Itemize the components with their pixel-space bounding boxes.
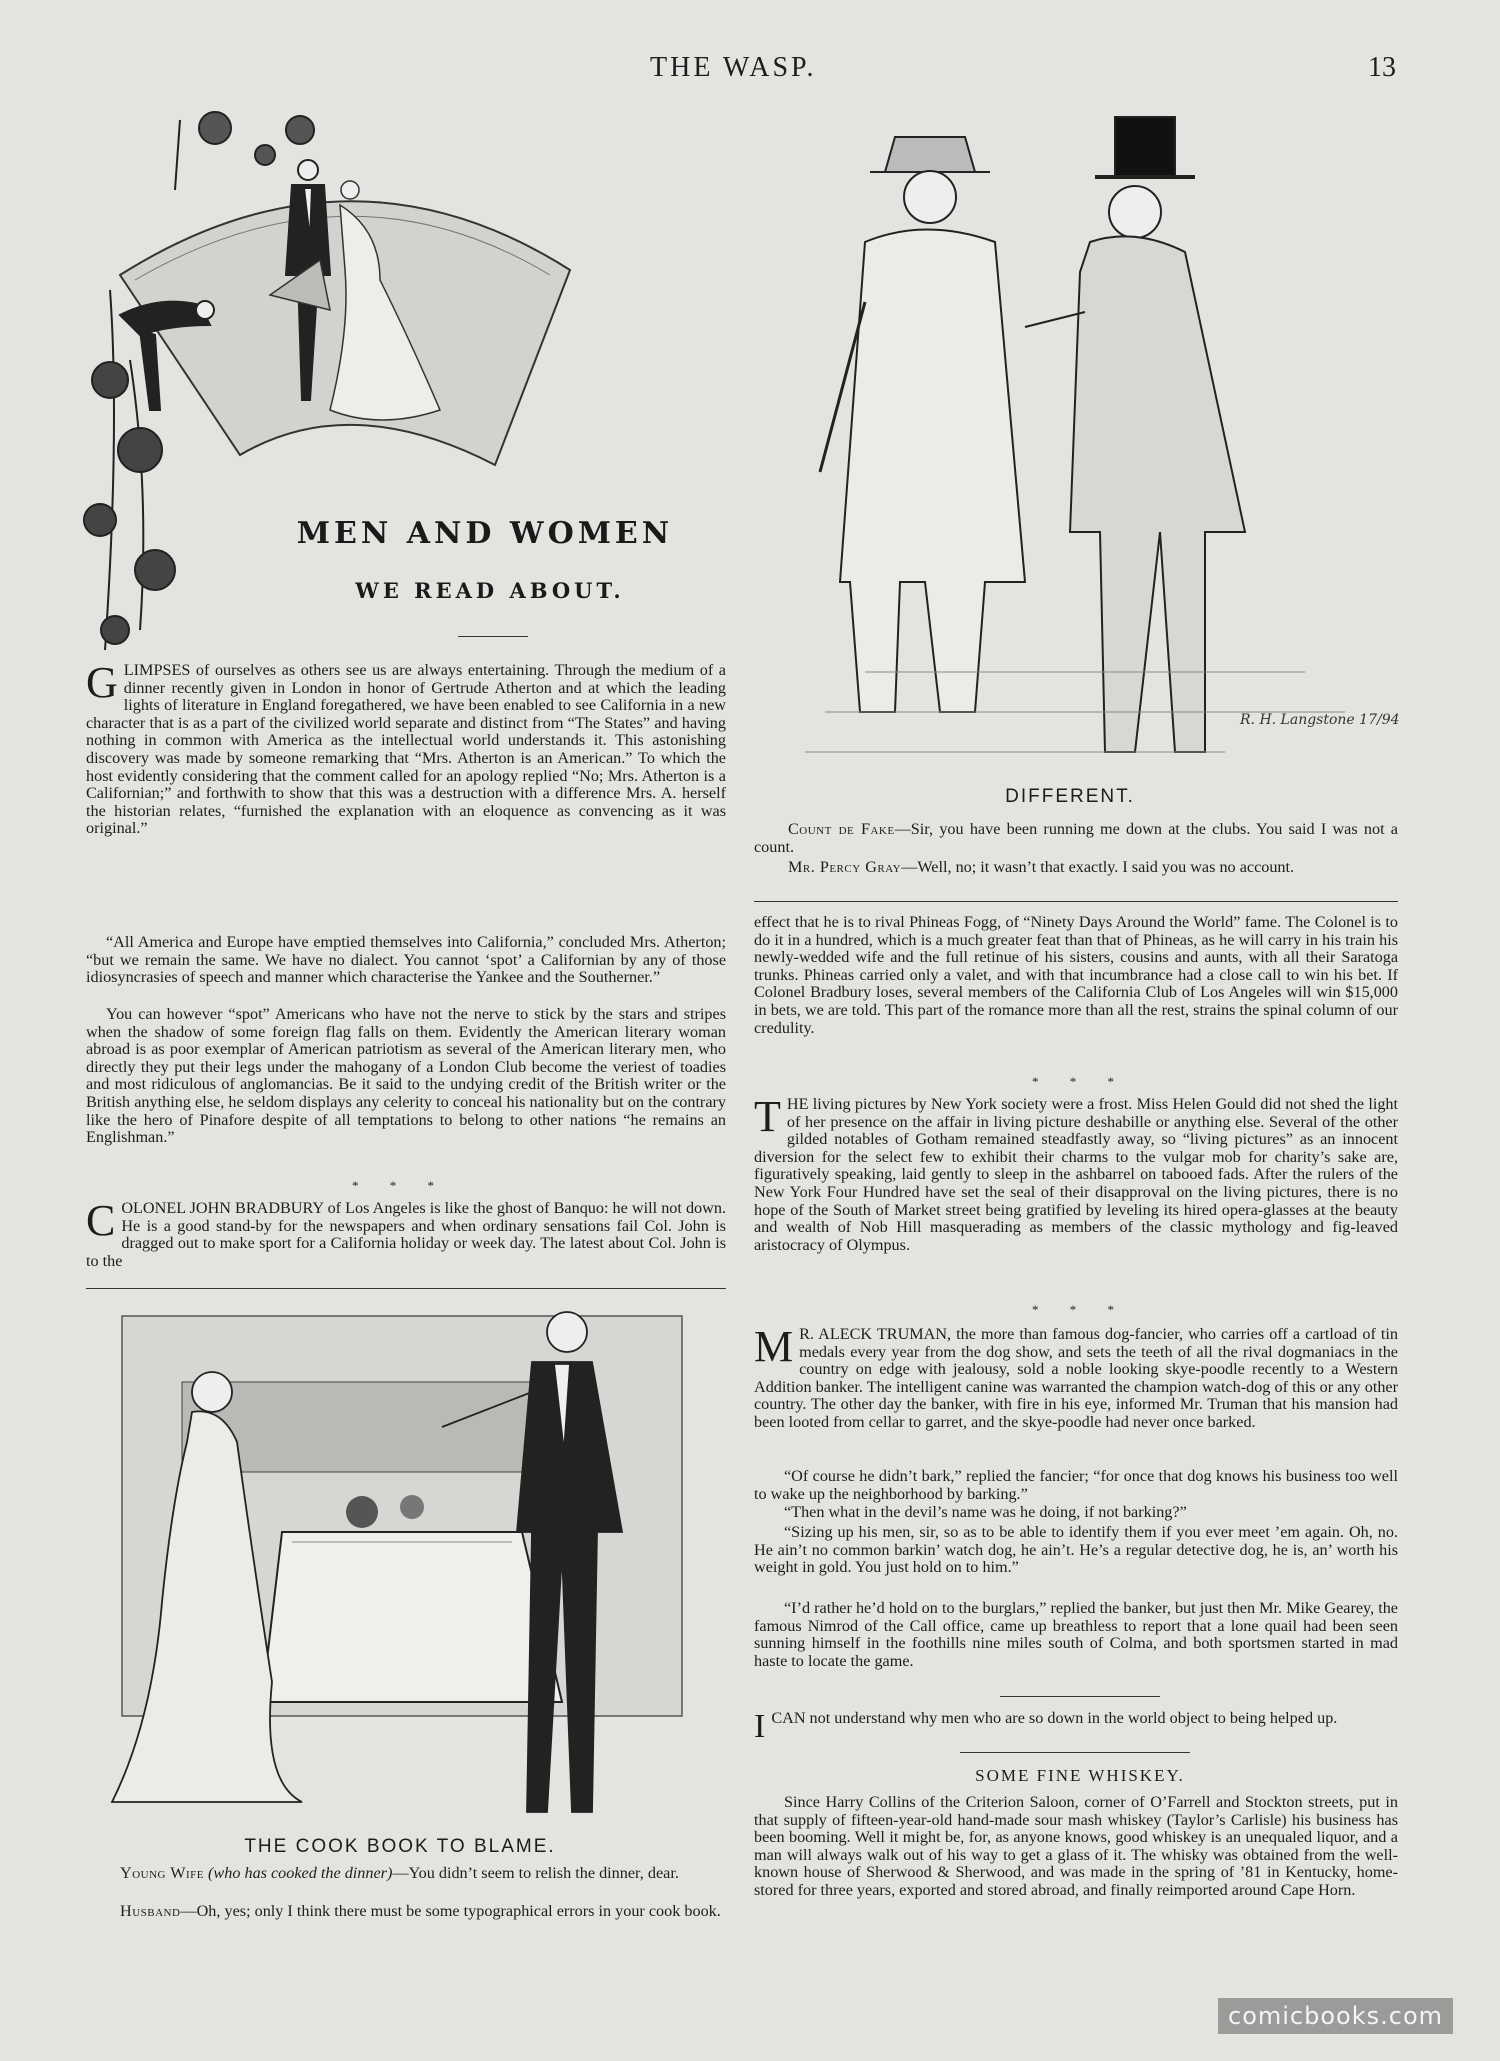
- article-paragraph-11: ICAN not understand why men who are so down in the world object to being helped up.: [754, 1708, 1338, 1745]
- fan-dinner-illustration: [80, 110, 600, 730]
- site-watermark: comicbooks.com: [1218, 1998, 1453, 2034]
- different-dialog-1: Count de Fake—Sir, you have been running me down at the clubs. You said I was not a count.: [754, 820, 1398, 856]
- article-paragraph-2: “All America and Europe have emptied themselves into California,” concluded Mrs. Atherton; “but we remain the same. We have no dialect. You cannot ‘spot’ a Californian by any of those idiosyncrasies of speech and manner which characterise the Yankee and the Southerner.”: [86, 933, 726, 987]
- article-paragraph-7: “Of course he didn’t bark,” replied the fancier; “for once that dog knows his business too well to wake up the neighborhood by barking.”: [754, 1467, 1398, 1503]
- section-divider-stars: * * *: [1032, 1302, 1128, 1317]
- article-paragraph-3: You can however “spot” Americans who have not the nerve to stick by the stars and stripes when the shadow of some foreign flag falls on them. Evidently the American literary woman abroad is as poor exemplar of American patriotism as several of the American literary men, who directly they put their legs under the mahogany of a London Club become the veriest of toadies and most ridiculous of anglomancias. Be it said to the undying credit of the British writer or the British anything else, he seldom displays any celerity to conceal his nationality but on the contrary like the hero of Pinafore despite of all temptations to belong to other nations “he remains an Englishman.”: [86, 1005, 726, 1147]
- speaker-husband: Husband: [120, 1902, 181, 1920]
- article-paragraph-4-continued: effect that he is to rival Phineas Fogg, of “Ninety Days Around the World” fame. The Colonel is to do it in a hundred, which is a much greater feat than that of Phineas, as he will carry in his train his newly-wedded wife and the full retinue of his sisters, cousins and aunts, with all their Saratoga trunks. Phineas carried only a valet, and with that incumbrance had a close call to win his bet. If Colonel Bradbury loses, several members of the California Club of Los Angeles will win $15,000 in bets, we are told. This part of the romance more than all the rest, strains the spinal column of our credulity.: [754, 913, 1398, 1037]
- dropcap: T: [754, 1092, 781, 1141]
- page-number: 13: [1368, 52, 1396, 83]
- article-paragraph-8: “Then what in the devil’s name was he doing, if not barking?”: [784, 1503, 1187, 1521]
- dropcap: C: [86, 1196, 116, 1245]
- whiskey-paragraph: Since Harry Collins of the Criterion Saloon, corner of O’Farrell and Stockton streets, put in that supply of fifteen-year-old hand-made sour mash whiskey (Taylor’s Carlisle) his business has been booming. Well it might be, for, as anyone knows, good whiskey is an unequaled liquor, and a man will always walk out of his way to get a glass of it. The whisky was obtained from the well-known house of Sherwood & Sherwood, and was made in the spring of ’81 in Kentucky, home-stored for three years, exported and stored abroad, and finally reimported around Cape Horn.: [754, 1793, 1398, 1899]
- column-rule: [1000, 1696, 1160, 1697]
- headline-rule: [458, 636, 528, 637]
- running-head: [0, 52, 1500, 92]
- section-divider-stars: * * *: [1032, 1074, 1128, 1089]
- dropcap: I: [754, 1708, 766, 1745]
- artist-signature: R. H. Langstone 17/94: [1240, 712, 1400, 728]
- article-paragraph-1: GLIMPSES of ourselves as others see us are always entertaining. Through the medium of a dinner recently given in London in honor of Gertrude Atherton and at which the leading lights of literature in England foregathered, we have been enabled to see California in a new character that is as a part of the civilized world separate and distinct from “The States” and having nothing in common with America as the intellectual world understands it. This astonishing discovery was made by someone remarking that “Mrs. Atherton is an American.” To which the host evidently considering that the comment called for an apology replied “No; Mrs. Atherton is a Californian;” and forthwith to show that this was a destruction with a difference Mrs. A. herself the historian relates, “furnished the explanation with an eloquence as convencing as it was original.”: [86, 658, 726, 838]
- publication-title: THE WASP.: [650, 52, 817, 83]
- cookbook-dialog-1: Young Wife (who has cooked the dinner)—You didn’t seem to relish the dinner, dear.: [120, 1864, 679, 1882]
- article-paragraph-10: “I’d rather he’d hold on to the burglars,” replied the banker, but just then Mr. Mike Gearey, the famous Nimrod of the Call office, came up breathless to report that a lone quail had been seen sunning himself in the foothills nine miles south of Colma, and both sportsmen started in mad haste to locate the game.: [754, 1599, 1398, 1670]
- column-rule: [86, 1288, 726, 1289]
- different-caption: DIFFERENT.: [1005, 786, 1135, 807]
- cookbook-dialog-2: Husband—Oh, yes; only I think there must be some typographical errors in your cook book.: [120, 1902, 721, 1920]
- different-cartoon-illustration: [805, 112, 1365, 772]
- cookbook-cartoon-illustration: [92, 1302, 722, 1822]
- dropcap: M: [754, 1322, 794, 1371]
- cookbook-caption: THE COOK BOOK TO BLAME.: [244, 1836, 556, 1857]
- column-rule: [754, 901, 1398, 902]
- whiskey-heading: SOME FINE WHISKEY.: [975, 1766, 1185, 1785]
- article-title: MEN AND WOMEN: [296, 516, 674, 551]
- speaker-percy-gray: Mr. Percy Gray: [788, 858, 902, 876]
- speaker-young-wife: Young Wife: [120, 1864, 204, 1882]
- article-paragraph-4: COLONEL JOHN BRADBURY of Los Angeles is like the ghost of Banquo: he will not down. He is a good stand-by for the newspapers and when ordinary sensations fail Col. John is dragged out to make sport for a California holiday or week day. The latest about Col. John is to the: [86, 1196, 726, 1270]
- section-divider-stars: * * *: [352, 1178, 448, 1193]
- article-paragraph-5: THE living pictures by New York society were a frost. Miss Helen Gould did not shed the light of her presence on the affair in living picture deshabille or anything else. Several of the other gilded notables of Gotham remained steadfastly away, so “living pictures” as an innocent diversion for the select few to exhibit their charms to the vulgar mob for charity’s sake are, figuratively speaking, laid gently to sleep in the ashbarrel on tabooed fads. After the rulers of the New York Four Hundred have set the seal of their disapproval on the living pictures, there is no hope of the South of Market street being gratified by leveling its hired opera-glasses at the beauty and wealth of Nob Hill masquerading as members of the classic mythology and fig-leaved aristocracy of Olympus.: [754, 1092, 1398, 1254]
- dropcap: G: [86, 658, 118, 707]
- stage-direction: (who has cooked the dinner): [208, 1864, 393, 1882]
- speaker-count-de-fake: Count de Fake: [788, 820, 895, 838]
- article-paragraph-6: M R. ALECK TRUMAN, the more than famous dog-fancier, who carries off a cartload of tin medals every year from the dog show, and sets the teeth of all the rival dogmaniacs in the country on edge with jealousy, sold a noble looking skye-poodle recently to a Western Addition banker. The intelligent canine was warranted the champion watch-dog of this or any other country. The other day the banker, with fire in his eye, informed Mr. Truman that his mansion had been looted from cellar to garret, and the skye-poodle had never once barked.: [754, 1322, 1398, 1431]
- different-dialog-2: Mr. Percy Gray—Well, no; it wasn’t that exactly. I said you was no account.: [788, 858, 1295, 876]
- article-subtitle: WE READ ABOUT.: [355, 578, 625, 603]
- column-rule: [960, 1752, 1190, 1753]
- article-paragraph-9: “Sizing up his men, sir, so as to be able to identify them if you ever meet ’em again. Oh, no. He ain’t no common barkin’ watch dog, he ain’t. He’s a regular detective dog, he is, an’ worth his weight in gold. You just hold on to him.”: [754, 1523, 1398, 1577]
